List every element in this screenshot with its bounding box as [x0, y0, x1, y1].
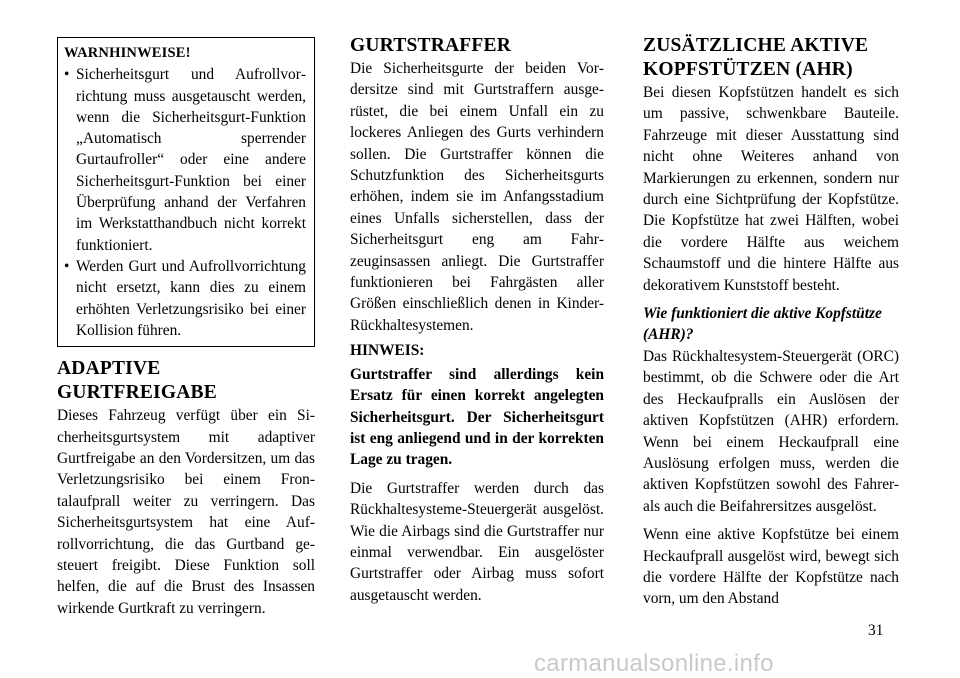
note-text: Gurtstraffer sind allerdings kein Ersatz für einen korrekt angelegten Sicherheitsgurt. Der Sicherheitsgurt ist eng anliegend und in der korrekten Lage zu tragen.: [350, 365, 604, 469]
left-column: [57, 0, 315, 619]
right-column: [643, 0, 899, 610]
paragraph-adaptive-gurtfreigabe: Dieses Fahrzeug verfügt über ein Sicherheitsgurtsystem mit adaptiver Gurtfreigabe an den Vordersitzen, um das Verletzungsrisiko bei einem Frontalaufprall weiter zu verringern. Das Sicherheitsgurtsystem hat eine Aufrollvorrichtung, die das Gurtband gesteuert freigibt. Diese Funktion soll helfen, die auf die Brust des Insassen wirkende Gurtkraft zu verringern.: [57, 407, 315, 617]
warning-item: • Werden Gurt und Aufrollvorrichtung nicht ersetzt, kann dies zu einem erhöhten Verletzungsrisiko bei einer Kollision führen.: [64, 256, 306, 341]
middle-column: [350, 0, 604, 606]
subheading-funktion: Wie funktioniert die aktive Kopfstütze (AHR)?: [643, 305, 882, 344]
paragraph-kopfstuetzen-orc: Das Rückhaltesystem-Steuergerät (ORC) bestimmt, ob die Schwere oder die Art des Heckaufpralls ein Auslösen der aktiven Kopfstützen (AHR) erfordern. Wenn bei einem Heckaufprall eine Auslösung erfolgen muss, werden die aktiven Kopfstützen sowohl des Fahrer- als auch die Beifahrersitzes ausgelöst.: [643, 347, 899, 515]
paragraph-kopfstuetzen-bewegung: Wenn eine aktive Kopfstütze bei einem Heckaufprall ausgelöst wird, bewegt sich die vordere Hälfte der Kopfstütze nach vorn, um den Abstand: [643, 526, 899, 608]
warning-item: • Sicherheitsgurt und Aufrollvorrichtung muss ausgetauscht werden, wenn die Sicherheitsgurt-Funktion „Automatisch sperrender Gurtaufroller“ oder eine andere Sicherheitsgurt-Funktion bei einer Überprüfung anhand der Verfahren im Werkstatthandbuch nicht korrekt funktioniert.: [64, 64, 306, 256]
warning-title: WARNHINWEISE!: [64, 45, 191, 61]
paragraph-gurtstraffer-intro: Die Sicherheitsgurte der beiden Vordersitze sind mit Gurtstraffern ausgerüstet, die bei einem Unfall ein zu lockeres Anliegen des Gurts verhindern sollen. Die Gurtstraffer können die Schutzfunktion des Sicherheitsgurts erhöhen, indem sie im Anfangsstadium eines Unfalls sicherstellen, dass der Sicherheitsgurt eng am Fahrzeuginsassen anliegt. Die Gurtstraffer funktionieren bei Fahrgästen aller Größen einschließlich denen in Kinder-Rückhaltesystemen.: [350, 60, 604, 334]
section-heading-aktive-kopfstuetzen: ZUSÄTZLICHE AKTIVE KOPFSTÜTZEN (AHR): [643, 35, 869, 80]
paragraph-gurtstraffer-ausloesung: Die Gurtstraffer werden durch das Rückhaltesysteme-Steuergerät ausgelöst. Wie die Airbags sind die Gurtstraffer nur einmal verwendbar. Ein ausgelöster Gurtstraffer oder Airbag muss sofort ausgetauscht werden.: [350, 479, 604, 604]
warning-box: [57, 37, 315, 347]
page-number: 31: [868, 622, 884, 639]
section-heading-adaptive-gurtfreigabe: ADAPTIVE GURTFREIGABE: [57, 358, 217, 404]
paragraph-kopfstuetzen-intro: Bei diesen Kopfstützen handelt es sich um passive, schwenkbare Bauteile. Fahrzeuge mit dieser Ausstattung sind nicht ohne Weiteres anhand von Markierungen zu erkennen, sondern nur durch eine Sichtprüfung der Kopfstütze. Die Kopfstütze hat zwei Hälften, wobei die vordere Hälfte aus weichem Schaumstoff und die hintere Hälfte aus dekorativem Kunststoff besteht.: [643, 84, 899, 294]
warning-list: [64, 64, 306, 341]
note-title: HINWEIS:: [350, 342, 425, 360]
watermark: carmanualsonline.info: [534, 650, 774, 677]
section-heading-gurtstraffer: GURTSTRAFFER: [350, 35, 511, 56]
